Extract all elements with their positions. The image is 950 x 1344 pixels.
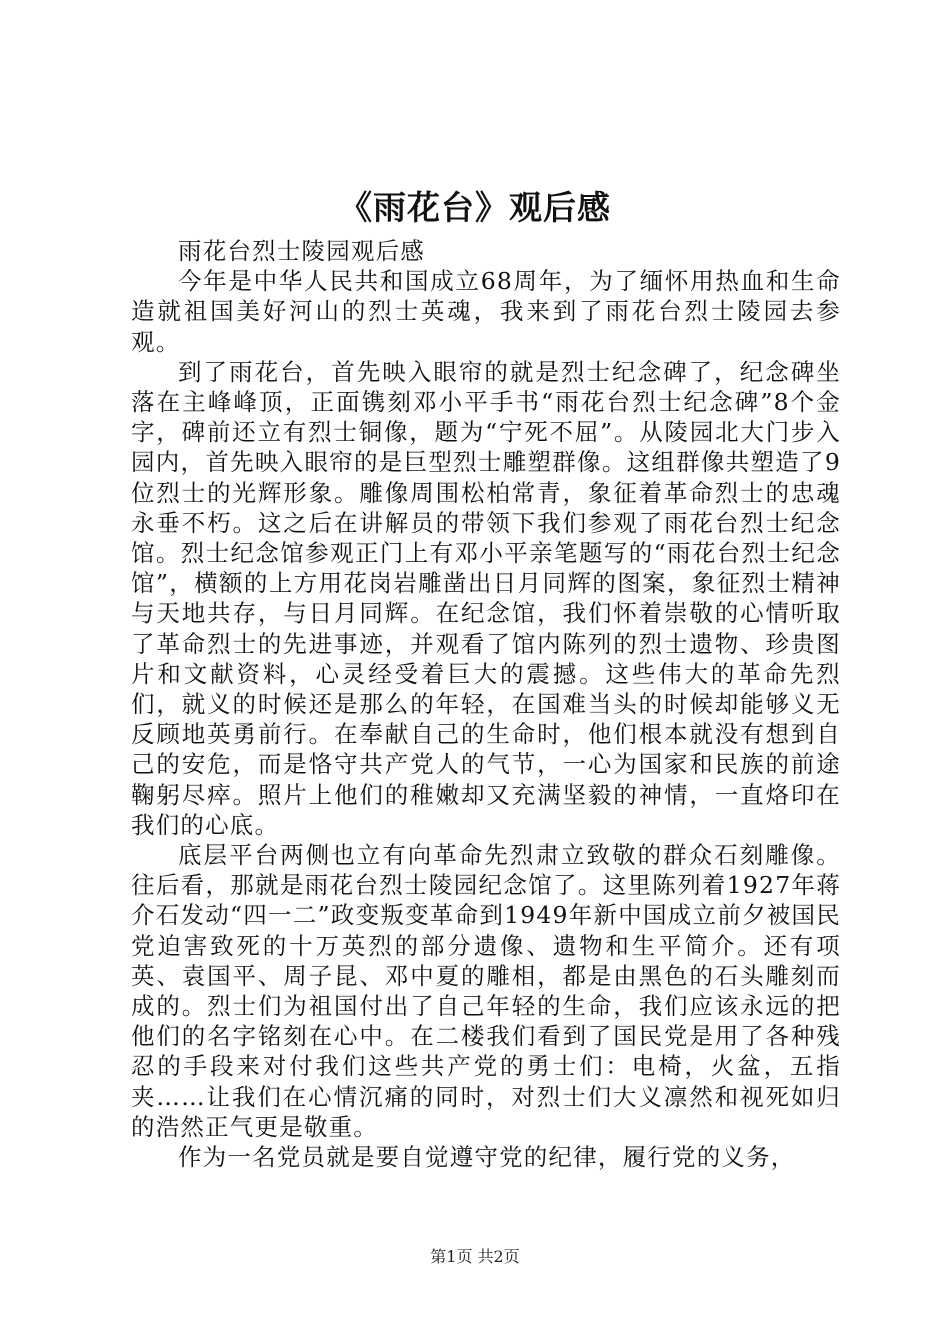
- paragraph-party-member: 作为一名党员就是要自觉遵守党的纪律，履行党的义务，: [178, 1143, 796, 1172]
- paragraph-memorial-hall: 底层平台两侧也立有向革命先烈肃立致敬的群众石刻雕像。往后看，那就是雨花台烈士陵园纪念馆了。这里陈列着1927年蒋介石发动“四一二”政变叛变革命到1949年新中国成立前夕被国民党迫害致死的十万英烈的部分遗像、遗物和生平简介。还有项英、袁国平、周子昆、邓中夏的雕相，都是由黑色的石头雕刻而成的。烈士们为祖国付出了自己年轻的生命，我们应该永远的把他们的名字铭刻在心中。在二楼我们看到了国民党是用了各种残忍的手段来对付我们这些共产党的勇士们：电椅，火盆，五指夹……让我们在心情沉痛的同时，对烈士们大义凛然和视死如归的浩然正气更是敬重。: [131, 841, 841, 1141]
- document-body: [131, 236, 841, 1172]
- page-footer: 第1页 共2页: [430, 1247, 520, 1266]
- paragraph-monument: 到了雨花台，首先映入眼帘的就是烈士纪念碑了，纪念碑坐落在主峰峰顶，正面镌刻邓小平手书“雨花台烈士纪念碑”8个金字，碑前还立有烈士铜像，题为“宁死不屈”。从陵园北大门步入园内，首先映入眼帘的是巨型烈士雕塑群像。这组群像共塑造了9位烈士的光辉形象。雕像周围松柏常青，象征着革命烈士的忠魂永垂不朽。这之后在讲解员的带领下我们参观了雨花台烈士纪念馆。烈士纪念馆参观正门上有邓小平亲笔题写的“雨花台烈士纪念馆”，横额的上方用花岗岩雕凿出日月同辉的图案，象征烈士精神与天地共存，与日月同辉。在纪念馆，我们怀着崇敬的心情听取了革命烈士的先进事迹，并观看了馆内陈列的烈士遗物、珍贵图片和文献资料，心灵经受着巨大的震撼。这些伟大的革命先烈们，就义的时候还是那么的年轻，在国难当头的时候却能够义无反顾地英勇前行。在奉献自己的生命时，他们根本就没有想到自己的安危，而是恪守共产党人的气节，一心为国家和民族的前途鞠躬尽瘁。照片上他们的稚嫩却又充满坚毅的神情，一直烙印在我们的心底。: [131, 357, 841, 839]
- paragraph-subtitle: 雨花台烈士陵园观后感: [178, 237, 425, 265]
- document-title: 《雨花台》观后感: [339, 188, 611, 227]
- paragraph-intro: 今年是中华人民共和国成立68周年，为了缅怀用热血和生命造就祖国美好河山的烈士英魂，我来到了雨花台烈士陵园去参观。: [131, 267, 841, 356]
